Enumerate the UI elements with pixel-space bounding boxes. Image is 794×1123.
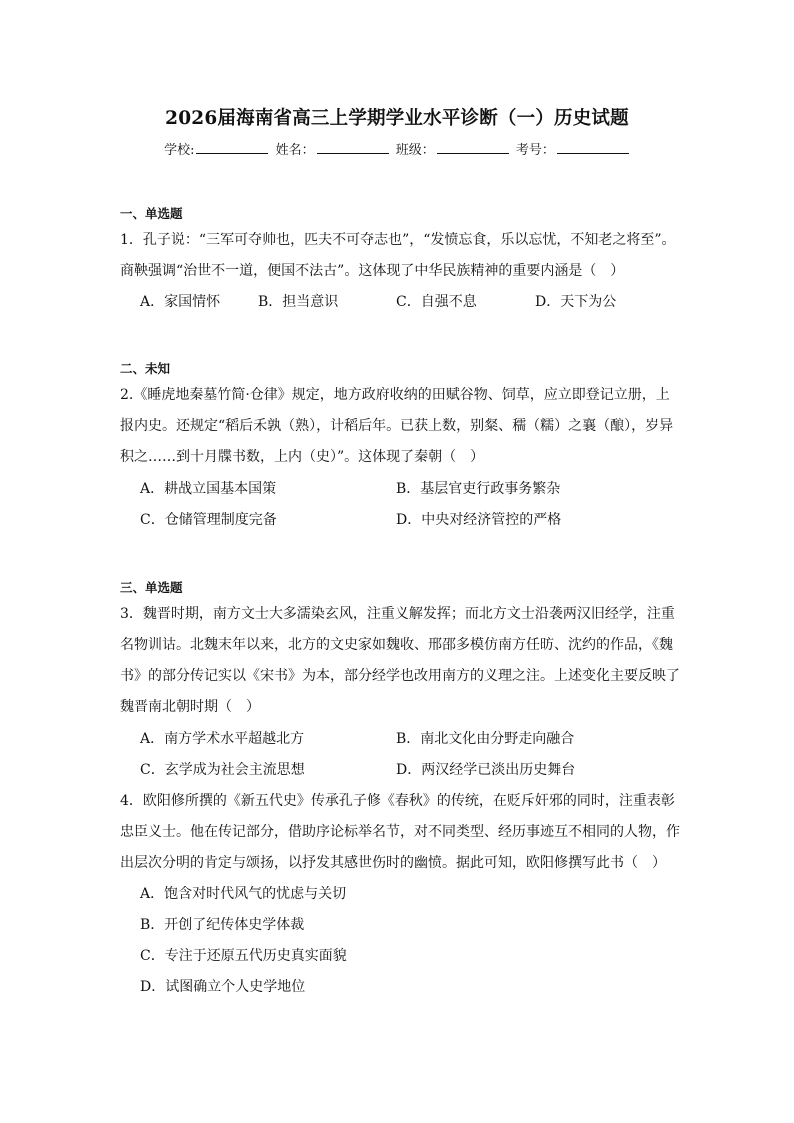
question-2-line-2: 报内史。还规定“稻后禾孰（熟），计稻后年。已获上数，别粲、穤（糯）之襄（酿），岁异 xyxy=(120,418,674,434)
question-4-option-b[interactable]: B．开创了纪传体史学体裁 xyxy=(140,917,305,933)
question-3-option-a[interactable]: A．南方学术水平超越北方 xyxy=(140,731,305,747)
question-2-line-3: 积之……到十月牒书数，上内（史）”。这体现了秦朝（ ） xyxy=(120,449,485,465)
question-1-line-1: 1．孔子说：“三军可夺帅也，匹夫不可夺志也”，“发愤忘食，乐以忘忧，不知老之将至”。 xyxy=(120,232,676,248)
exam-number-field[interactable] xyxy=(557,141,629,154)
question-4-line-2: 忠臣义士。他在传记部分，借助序论标举名节，对不同类型、经历事迹互不相同的人物，作 xyxy=(120,824,680,840)
section-heading: 一、单选题 xyxy=(120,206,183,221)
question-4-line-3: 出层次分明的肯定与颂扬，以抒发其感世伤时的幽愤。据此可知，欧阳修撰写此书（ ） xyxy=(120,855,666,871)
section-heading: 二、未知 xyxy=(120,361,171,376)
question-4-option-a[interactable]: A．饱含对时代风气的忧虑与关切 xyxy=(140,886,347,902)
question-1-option-d[interactable]: D．天下为公 xyxy=(535,294,617,310)
section-heading: 三、单选题 xyxy=(120,580,183,595)
question-1-option-c[interactable]: C．自强不息 xyxy=(396,294,477,310)
question-2-option-d[interactable]: D．中央对经济管控的严格 xyxy=(396,512,562,528)
question-3-line-2: 名物训诂。北魏末年以来，北方的文史家如魏收、邢邵多模仿南方任昉、沈约的作品，《魏 xyxy=(120,637,673,653)
name-field[interactable] xyxy=(317,141,389,154)
exam-title: 2026届海南省高三上学期学业水平诊断（一）历史试题 xyxy=(165,108,629,129)
exam-number-label: 考号： xyxy=(515,143,555,158)
question-2-option-b[interactable]: B．基层官吏行政事务繁杂 xyxy=(396,481,561,497)
question-3-option-b[interactable]: B．南北文化由分野走向融合 xyxy=(396,731,575,747)
question-3-line-3: 书》的部分传记实以《宋书》为本，部分经学也改用南方的义理之注。上述变化主要反映了 xyxy=(120,668,680,684)
question-2-option-a[interactable]: A．耕战立国基本国策 xyxy=(140,481,277,497)
school-label: 学校: xyxy=(164,143,195,158)
question-1-option-b[interactable]: B．担当意识 xyxy=(258,294,339,310)
name-label: 姓名： xyxy=(275,143,315,158)
question-1-option-a[interactable]: A．家国情怀 xyxy=(140,294,221,310)
question-2-line-1: 2.《睡虎地秦墓竹简·仓律》规定，地方政府收纳的田赋谷物、饲草，应立即登记立册，上 xyxy=(120,387,670,403)
question-4-option-d[interactable]: D．试图确立个人史学地位 xyxy=(140,979,306,995)
question-2-option-c[interactable]: C．仓储管理制度完备 xyxy=(140,512,277,528)
question-1-line-2: 商鞅强调“治世不一道，便国不法古”。这体现了中华民族精神的重要内涵是（ ） xyxy=(120,263,625,279)
student-info-line xyxy=(0,139,794,158)
question-3-option-d[interactable]: D．两汉经学已淡出历史舞台 xyxy=(396,762,576,778)
question-4-option-c[interactable]: C．专注于还原五代历史真实面貌 xyxy=(140,948,347,964)
school-field[interactable] xyxy=(196,141,268,154)
question-4-line-1: 4．欧阳修所撰的《新五代史》传承孔子修《春秋》的传统，在贬斥奸邪的同时，注重表彰 xyxy=(120,793,675,809)
class-field[interactable] xyxy=(437,141,509,154)
question-3-line-1: 3．魏晋时期，南方文士大多濡染玄风，注重义解发挥；而北方文士沿袭两汉旧经学，注重 xyxy=(120,606,675,622)
question-3-line-4: 魏晋南北朝时期（ ） xyxy=(120,699,260,715)
class-label: 班级： xyxy=(395,143,435,158)
question-3-option-c[interactable]: C．玄学成为社会主流思想 xyxy=(140,762,305,778)
